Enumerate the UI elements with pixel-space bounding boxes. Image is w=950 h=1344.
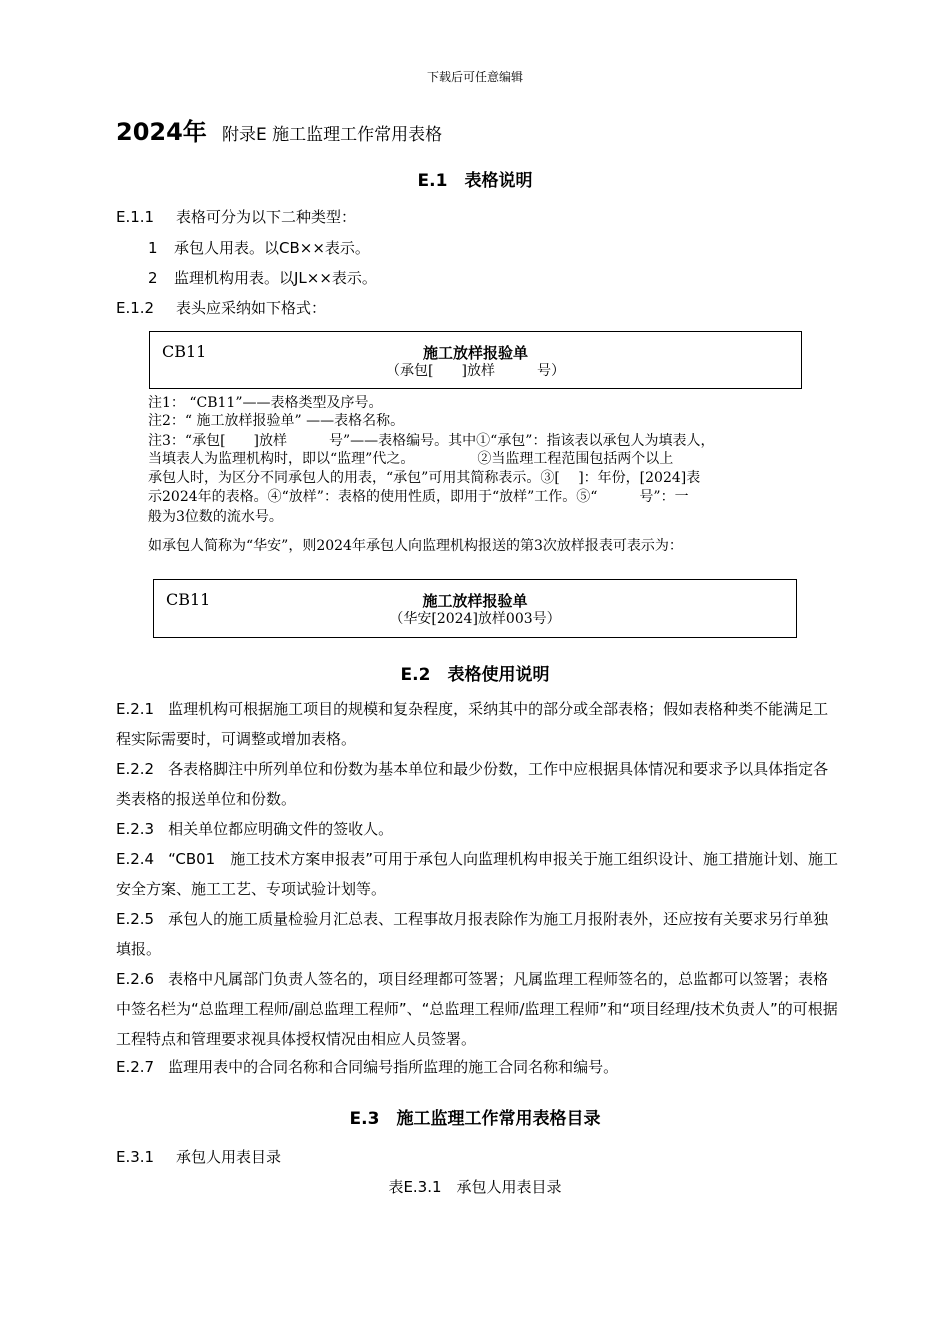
clause-text: “CB01 施工技术方案申报表”可用于承包人向监理机构申报关于施工组织设计、施工措施计划、施工安全方案、施工工艺、专项试验计划等。 [116, 850, 838, 898]
paragraph-e11 [116, 206, 356, 227]
note-line: 承包人时，为区分不同承包人的用表，“承包”可用其简称表示。③[ ]：年份，[2024]表 [148, 470, 701, 486]
item-text: 监理机构用表。以JL××表示。 [174, 269, 377, 287]
paragraph-e26 [116, 964, 840, 1054]
section-e1-heading: E.1 表格说明 [417, 171, 533, 191]
paragraph-e25 [116, 904, 840, 964]
clause-text: 表头应采纳如下格式： [176, 299, 327, 317]
note-line: 示2024年的表格。④“放样”：表格的使用性质，即用于“放样”工作。⑤“ 号”：一 [148, 489, 689, 505]
list-item [148, 237, 370, 258]
clause-number: E.2.1 [116, 700, 155, 718]
clause-text: 各表格脚注中所列单位和份数为基本单位和最少份数，工作中应根据具体情况和要求予以具体指定各类表格的报送单位和份数。 [116, 760, 829, 808]
table-caption: 表E.3.1 承包人用表目录 [388, 1178, 562, 1196]
section-e2-heading: E.2 表格使用说明 [400, 665, 550, 685]
clause-text: 承包人的施工质量检验月汇总表、工程事故月报表除作为施工月报附表外，还应按有关要求另行单独填报。 [116, 910, 829, 958]
clause-text: 表格中凡属部门负责人签名的，项目经理都可签署；凡属监理工程师签名的，总监都可以签署；表格中签名栏为“总监理工程师/副总监理工程师”、“总监理工程师/监理工程师”和“项目经理/技术负责人”的可根据工程特点和管理要求视具体授权情况由相应人员签署。 [116, 970, 838, 1048]
clause-text: 表格可分为以下二种类型： [176, 208, 357, 226]
paragraph-e21 [116, 694, 840, 754]
form-header-example-2 [153, 579, 797, 638]
clause-number: E.3.1 [116, 1148, 155, 1166]
clause-number: E.2.2 [116, 760, 155, 778]
note-line: 注1： “CB11”——表格类型及序号。 [148, 395, 383, 411]
paragraph-e22 [116, 754, 840, 814]
form-title: 施工放样报验单 [422, 592, 528, 610]
paragraph-e24 [116, 844, 840, 904]
item-number: 2 [148, 269, 158, 287]
form-code: CB11 [166, 590, 211, 609]
header-note: 下载后可任意编辑 [426, 70, 523, 84]
title-year: 2024年 [116, 118, 207, 146]
page-title: 附录E 施工监理工作常用表格 [222, 125, 443, 145]
note-line: 注2：“ 施工放样报验单” ——表格名称。 [148, 413, 405, 429]
form-header-example-1 [149, 331, 802, 389]
section-e3-heading: E.3 施工监理工作常用表格目录 [349, 1109, 601, 1129]
form-number: （承包[ ]放样 号） [386, 363, 565, 379]
form-title: 施工放样报验单 [422, 344, 528, 362]
item-text: 承包人用表。以CB××表示。 [174, 239, 370, 257]
list-item [148, 267, 377, 288]
clause-text: 相关单位都应明确文件的签收人。 [168, 820, 394, 838]
clause-text: 监理用表中的合同名称和合同编号指所监理的施工合同名称和编号。 [168, 1058, 619, 1076]
clause-text: 承包人用表目录 [176, 1148, 282, 1166]
paragraph-e12 [116, 297, 326, 318]
clause-number: E.2.7 [116, 1058, 155, 1076]
clause-number: E.2.4 [116, 850, 155, 868]
form-number: （华安[2024]放样003号） [389, 611, 561, 627]
example-text: 如承包人简称为“华安”，则2024年承包人向监理机构报送的第3次放样报表可表示为： [148, 538, 683, 554]
note-line: 注3：“承包[ ]放样 号”——表格编号。其中①“承包”：指该表以承包人为填表人， [148, 433, 715, 449]
item-number: 1 [148, 239, 158, 257]
paragraph-e31 [116, 1146, 281, 1167]
clause-number: E.1.1 [116, 208, 155, 226]
form-code: CB11 [162, 342, 207, 361]
clause-number: E.1.2 [116, 299, 155, 317]
paragraph-e27 [116, 1052, 840, 1082]
clause-number: E.2.6 [116, 970, 155, 988]
note-line: 般为3位数的流水号。 [148, 509, 283, 525]
note-line: 当填表人为监理机构时，即以“监理”代之。 ②当监理工程范围包括两个以上 [148, 451, 674, 467]
paragraph-e23 [116, 814, 840, 844]
clause-text: 监理机构可根据施工项目的规模和复杂程度，采纳其中的部分或全部表格；假如表格种类不能满足工程实际需要时，可调整或增加表格。 [116, 700, 829, 748]
clause-number: E.2.5 [116, 910, 155, 928]
clause-number: E.2.3 [116, 820, 155, 838]
